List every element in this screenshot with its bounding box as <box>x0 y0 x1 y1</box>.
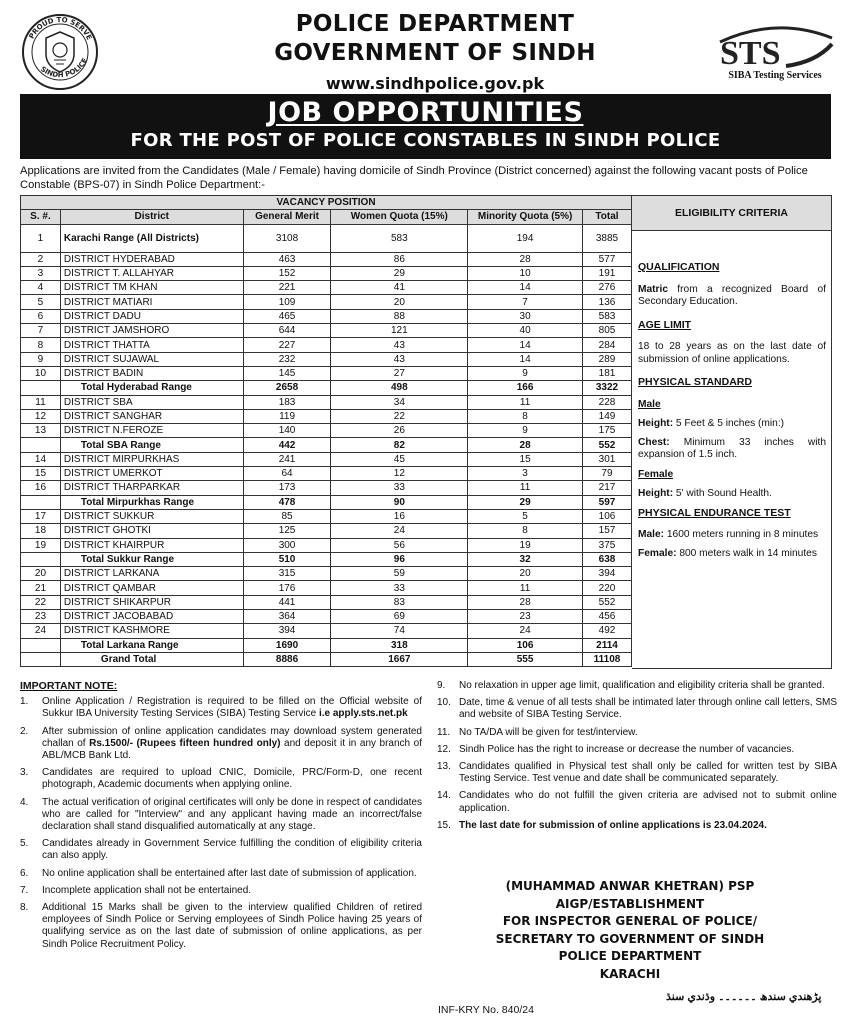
serial-cell: 23 <box>21 610 61 624</box>
district-cell: DISTRICT QAMBAR <box>60 581 243 595</box>
general-merit-cell: 2658 <box>243 381 331 395</box>
women-quota-cell: 34 <box>331 395 468 409</box>
district-cell: DISTRICT MATIARI <box>60 295 243 309</box>
women-quota-cell: 96 <box>331 552 468 566</box>
qualification-heading: QUALIFICATION <box>638 261 720 273</box>
general-merit-cell: 394 <box>243 624 331 638</box>
women-quota-cell: 318 <box>331 638 468 652</box>
female-heading: Female <box>638 468 674 480</box>
total-cell: 175 <box>582 424 631 438</box>
general-merit-cell: 109 <box>243 295 331 309</box>
women-quota-cell: 29 <box>331 266 468 280</box>
column-header: Total <box>582 210 631 224</box>
table-row <box>21 610 632 624</box>
serial-cell: 6 <box>21 309 61 323</box>
table-row <box>21 424 632 438</box>
intro-paragraph: Applications are invited from the Candidates (Male / Female) having domicile of Sindh Province (District concerned) against the following vacant posts of Police Constable (BPS-07) in Sindh Police Department:- <box>20 165 808 191</box>
women-quota-cell: 26 <box>331 424 468 438</box>
district-cell: DISTRICT SANGHAR <box>60 409 243 423</box>
general-merit-cell: 300 <box>243 538 331 552</box>
general-merit-cell: 227 <box>243 338 331 352</box>
serial-cell: 10 <box>21 366 61 380</box>
general-merit-cell: 152 <box>243 266 331 280</box>
general-merit-cell: 140 <box>243 424 331 438</box>
vacancy-table-body <box>21 224 632 667</box>
banner-heading: JOB OPPORTUNITIES <box>267 97 584 128</box>
table-header-row <box>21 210 632 224</box>
department-title <box>200 10 670 68</box>
women-quota-cell: 121 <box>331 324 468 338</box>
table-row <box>21 252 632 266</box>
serial-cell: 18 <box>21 524 61 538</box>
minority-quota-cell: 28 <box>468 438 583 452</box>
minority-quota-cell: 20 <box>468 567 583 581</box>
general-merit-cell: 1690 <box>243 638 331 652</box>
minority-quota-cell: 7 <box>468 295 583 309</box>
women-quota-cell: 33 <box>331 481 468 495</box>
general-merit-cell: 183 <box>243 395 331 409</box>
table-row <box>21 624 632 638</box>
total-cell: 220 <box>582 581 631 595</box>
serial-cell: 2 <box>21 252 61 266</box>
total-cell: 276 <box>582 281 631 295</box>
sindhi-slogan: پڑھندي سندھ ۔۔۔۔۔۔ وڌندي سنڌ <box>666 991 822 1003</box>
minority-quota-cell: 166 <box>468 381 583 395</box>
serial-cell <box>21 381 61 395</box>
total-cell: 805 <box>582 324 631 338</box>
district-cell: DISTRICT SUJAWAL <box>60 352 243 366</box>
endurance-male-text: Male: 1600 meters running in 8 minutes <box>638 529 819 540</box>
total-cell: 552 <box>582 595 631 609</box>
serial-cell <box>21 495 61 509</box>
general-merit-cell: 125 <box>243 524 331 538</box>
women-quota-cell: 20 <box>331 295 468 309</box>
total-cell: 2114 <box>582 638 631 652</box>
minority-quota-cell: 28 <box>468 595 583 609</box>
signature-block <box>470 878 790 983</box>
women-quota-cell: 43 <box>331 352 468 366</box>
serial-cell: 12 <box>21 409 61 423</box>
note-item-10: 10. Date, time & venue of all tests shall be intimated later through online call letters, SMS and website of SIBA Testing Service. <box>437 697 837 721</box>
table-row <box>21 524 632 538</box>
inf-reference: INF-KRY No. 840/24 <box>438 1004 534 1016</box>
serial-cell: 3 <box>21 266 61 280</box>
women-quota-cell: 1667 <box>331 652 468 666</box>
total-cell: 577 <box>582 252 631 266</box>
table-row <box>21 567 632 581</box>
women-quota-cell: 69 <box>331 610 468 624</box>
table-row <box>21 409 632 423</box>
minority-quota-cell: 5 <box>468 509 583 523</box>
seal-bottom-text: SINDH POLICE <box>38 56 90 80</box>
district-cell: DISTRICT HYDERABAD <box>60 252 243 266</box>
signatory-line-3: FOR INSPECTOR GENERAL OF POLICE/ <box>502 914 758 928</box>
eligibility-criteria-panel <box>632 195 832 669</box>
minority-quota-cell: 194 <box>468 224 583 252</box>
note-item-4: 4. The actual verification of original certificates will only be done in respect of candidates who are called for "Interview" and any applicant having made an incorrect/false declaration shall stand disqualified automatically at any stage. <box>20 796 422 833</box>
district-cell: Total Sukkur Range <box>60 552 243 566</box>
minority-quota-cell: 14 <box>468 281 583 295</box>
police-seal-logo <box>18 12 102 92</box>
total-cell: 583 <box>582 309 631 323</box>
sts-logo-text: STS <box>720 35 781 72</box>
general-merit-cell: 3108 <box>243 224 331 252</box>
range-total-row <box>21 438 632 452</box>
table-row <box>21 266 632 280</box>
minority-quota-cell: 8 <box>468 409 583 423</box>
note-item-15: 15. The last date for submission of online applications is 23.04.2024. <box>437 819 767 831</box>
district-cell: DISTRICT MIRPURKHAS <box>60 452 243 466</box>
district-cell: DISTRICT JACOBABAD <box>60 610 243 624</box>
minority-quota-cell: 23 <box>468 610 583 624</box>
endurance-heading: PHYSICAL ENDURANCE TEST <box>638 506 791 519</box>
serial-cell: 5 <box>21 295 61 309</box>
total-cell: 638 <box>582 552 631 566</box>
total-cell: 289 <box>582 352 631 366</box>
women-quota-cell: 583 <box>331 224 468 252</box>
minority-quota-cell: 8 <box>468 524 583 538</box>
note-item-13: 13. Candidates qualified in Physical test shall only be called for written test by SIBA Testing Service. Test venue and date shall be communicated separately. <box>437 761 837 785</box>
serial-cell <box>21 652 61 666</box>
general-merit-cell: 463 <box>243 252 331 266</box>
age-limit-text: 18 to 28 years as on the last date of submission of online applications. <box>638 341 826 365</box>
general-merit-cell: 478 <box>243 495 331 509</box>
district-cell: DISTRICT SUKKUR <box>60 509 243 523</box>
total-cell: 552 <box>582 438 631 452</box>
general-merit-cell: 8886 <box>243 652 331 666</box>
district-cell: DISTRICT DADU <box>60 309 243 323</box>
column-header: District <box>60 210 243 224</box>
total-cell: 284 <box>582 338 631 352</box>
signatory-name: (MUHAMMAD ANWAR KHETRAN) PSP <box>505 879 755 893</box>
serial-cell: 21 <box>21 581 61 595</box>
note-item-14: 14. Candidates who do not fulfill the given criteria are advised not to submit online application. <box>437 790 837 814</box>
serial-cell: 8 <box>21 338 61 352</box>
serial-cell: 22 <box>21 595 61 609</box>
table-row <box>21 595 632 609</box>
physical-standard-heading: PHYSICAL STANDARD <box>638 376 752 388</box>
table-row <box>21 481 632 495</box>
signatory-designation: AIGP/ESTABLISHMENT <box>555 896 705 911</box>
minority-quota-cell: 9 <box>468 366 583 380</box>
sts-subtitle: SIBA Testing Services <box>728 70 822 81</box>
women-quota-cell: 41 <box>331 281 468 295</box>
total-cell: 157 <box>582 524 631 538</box>
women-quota-cell: 12 <box>331 467 468 481</box>
district-cell: Grand Total <box>60 652 243 666</box>
district-cell: Karachi Range (All Districts) <box>60 224 243 252</box>
job-banner <box>20 94 831 159</box>
general-merit-cell: 173 <box>243 481 331 495</box>
district-cell: DISTRICT JAMSHORO <box>60 324 243 338</box>
serial-cell: 20 <box>21 567 61 581</box>
important-notes-left <box>20 680 422 956</box>
serial-cell <box>21 552 61 566</box>
range-total-row <box>21 495 632 509</box>
women-quota-cell: 82 <box>331 438 468 452</box>
district-cell: DISTRICT KHAIRPUR <box>60 538 243 552</box>
women-quota-cell: 83 <box>331 595 468 609</box>
note-item-1: 1. Online Application / Registration is required to be filled on the Official website of Sukkur IBA University Testing Services (SIBA) Testing Service i.e apply.sts.net.pk <box>20 696 422 720</box>
total-cell: 597 <box>582 495 631 509</box>
general-merit-cell: 119 <box>243 409 331 423</box>
total-cell: 228 <box>582 395 631 409</box>
table-row <box>21 467 632 481</box>
column-header: General Merit <box>243 210 331 224</box>
title-line-1: POLICE DEPARTMENT <box>295 11 575 37</box>
serial-cell: 24 <box>21 624 61 638</box>
vacancy-table <box>20 195 632 667</box>
note-item-8: 8. Additional 15 Marks shall be given to the interview qualified Children of retired employees of Sindh Police or Serving employees of Sindh Police having 25 years of qualifying service as on the last date of submission of online applications, as per Sindh Police Recruitment Policy. <box>20 902 422 950</box>
header <box>0 0 851 95</box>
website-url: www.sindhpolice.gov.pk <box>325 74 545 93</box>
minority-quota-cell: 14 <box>468 338 583 352</box>
column-header: Women Quota (15%) <box>331 210 468 224</box>
district-cell: DISTRICT TM KHAN <box>60 281 243 295</box>
age-limit-heading: AGE LIMIT <box>638 318 692 331</box>
table-row <box>21 338 632 352</box>
women-quota-cell: 45 <box>331 452 468 466</box>
male-height-text: Height: 5 Feet & 5 inches (min:) <box>638 418 785 429</box>
serial-cell: 19 <box>21 538 61 552</box>
table-row <box>21 509 632 523</box>
general-merit-cell: 64 <box>243 467 331 481</box>
note-item-9: 9. No relaxation in upper age limit, qualification and eligibility criteria shall be granted. <box>437 680 825 691</box>
total-cell: 106 <box>582 509 631 523</box>
district-cell: Total Mirpurkhas Range <box>60 495 243 509</box>
women-quota-cell: 56 <box>331 538 468 552</box>
district-cell: DISTRICT LARKANA <box>60 567 243 581</box>
minority-quota-cell: 14 <box>468 352 583 366</box>
serial-cell: 11 <box>21 395 61 409</box>
women-quota-cell: 33 <box>331 581 468 595</box>
general-merit-cell: 145 <box>243 366 331 380</box>
district-cell: DISTRICT KASHMORE <box>60 624 243 638</box>
minority-quota-cell: 19 <box>468 538 583 552</box>
women-quota-cell: 59 <box>331 567 468 581</box>
serial-cell: 7 <box>21 324 61 338</box>
total-cell: 11108 <box>582 652 631 666</box>
note-item-3: 3. Candidates are required to upload CNIC, Domicile, PRC/Form-D, one recent photograph, Academic documents when applying online. <box>20 767 422 791</box>
column-header: S. #. <box>21 210 61 224</box>
serial-cell: 13 <box>21 424 61 438</box>
table-row <box>21 538 632 552</box>
note-item-2: 2. After submission of online application candidates may download system generated challan of Rs.1500/- (Rupees fifteen hundred only) and deposit it in any branch of ABL/MCB Bank Ltd. <box>20 725 422 762</box>
signatory-line-4: SECRETARY TO GOVERNMENT OF SINDH <box>495 931 765 946</box>
seal-top-text: PROUD TO SERVE <box>27 15 94 42</box>
grand-total-row <box>21 652 632 666</box>
general-merit-cell: 221 <box>243 281 331 295</box>
district-cell: DISTRICT N.FEROZE <box>60 424 243 438</box>
table-row <box>21 309 632 323</box>
general-merit-cell: 510 <box>243 552 331 566</box>
general-merit-cell: 232 <box>243 352 331 366</box>
total-cell: 191 <box>582 266 631 280</box>
notes-title: IMPORTANT NOTE: <box>20 680 118 692</box>
minority-quota-cell: 28 <box>468 252 583 266</box>
minority-quota-cell: 32 <box>468 552 583 566</box>
women-quota-cell: 16 <box>331 509 468 523</box>
district-cell: DISTRICT THARPARKAR <box>60 481 243 495</box>
general-merit-cell: 442 <box>243 438 331 452</box>
table-row <box>21 295 632 309</box>
eligibility-heading: ELIGIBILITY CRITERIA <box>632 196 831 231</box>
column-header: Minority Quota (5%) <box>468 210 583 224</box>
male-heading: Male <box>638 398 661 410</box>
general-merit-cell: 644 <box>243 324 331 338</box>
male-chest-text: Chest: Minimum 33 inches with expansion of 1.5 inch. <box>638 436 826 460</box>
table-row <box>21 452 632 466</box>
minority-quota-cell: 11 <box>468 581 583 595</box>
total-cell: 301 <box>582 452 631 466</box>
range-total-row <box>21 381 632 395</box>
total-cell: 3322 <box>582 381 631 395</box>
total-cell: 79 <box>582 467 631 481</box>
note-item-12: 12. Sindh Police has the right to increase or decrease the number of vacancies. <box>437 743 795 755</box>
minority-quota-cell: 29 <box>468 495 583 509</box>
minority-quota-cell: 10 <box>468 266 583 280</box>
qualification-text: Matric from a recognized Board of Secondary Education. <box>638 283 826 307</box>
district-cell: Total Larkana Range <box>60 638 243 652</box>
note-item-5: 5. Candidates already in Government Service fulfilling the condition of eligibility criteria can also apply. <box>20 838 422 862</box>
table-row <box>21 581 632 595</box>
general-merit-cell: 364 <box>243 610 331 624</box>
district-cell: DISTRICT GHOTKI <box>60 524 243 538</box>
district-cell: DISTRICT SHIKARPUR <box>60 595 243 609</box>
total-cell: 136 <box>582 295 631 309</box>
district-cell: DISTRICT UMERKOT <box>60 467 243 481</box>
total-cell: 394 <box>582 567 631 581</box>
total-cell: 181 <box>582 366 631 380</box>
minority-quota-cell: 3 <box>468 467 583 481</box>
table-row <box>21 395 632 409</box>
serial-cell: 15 <box>21 467 61 481</box>
table-row <box>21 224 632 252</box>
total-cell: 492 <box>582 624 631 638</box>
serial-cell <box>21 438 61 452</box>
minority-quota-cell: 9 <box>468 424 583 438</box>
general-merit-cell: 315 <box>243 567 331 581</box>
table-row <box>21 324 632 338</box>
district-cell: DISTRICT THATTA <box>60 338 243 352</box>
serial-cell: 9 <box>21 352 61 366</box>
minority-quota-cell: 24 <box>468 624 583 638</box>
vacancy-caption: VACANCY POSITION <box>21 196 632 210</box>
serial-cell: 4 <box>21 281 61 295</box>
women-quota-cell: 24 <box>331 524 468 538</box>
table-row <box>21 352 632 366</box>
note-item-7: 7. Incomplete application shall not be entertained. <box>20 884 252 896</box>
women-quota-cell: 90 <box>331 495 468 509</box>
general-merit-cell: 241 <box>243 452 331 466</box>
minority-quota-cell: 40 <box>468 324 583 338</box>
district-cell: DISTRICT SBA <box>60 395 243 409</box>
minority-quota-cell: 15 <box>468 452 583 466</box>
range-total-row <box>21 552 632 566</box>
women-quota-cell: 86 <box>331 252 468 266</box>
women-quota-cell: 498 <box>331 381 468 395</box>
note-item-6: 6. No online application shall be entertained after last date of submission of application. <box>20 867 417 879</box>
total-cell: 3885 <box>582 224 631 252</box>
serial-cell: 14 <box>21 452 61 466</box>
minority-quota-cell: 106 <box>468 638 583 652</box>
district-cell: DISTRICT T. ALLAHYAR <box>60 266 243 280</box>
range-total-row <box>21 638 632 652</box>
serial-cell: 16 <box>21 481 61 495</box>
total-cell: 375 <box>582 538 631 552</box>
signatory-line-5: POLICE DEPARTMENT <box>558 949 702 963</box>
signatory-line-6: KARACHI <box>599 966 661 981</box>
general-merit-cell: 441 <box>243 595 331 609</box>
female-height-text: Height: 5' with Sound Health. <box>638 488 772 499</box>
district-cell: DISTRICT BADIN <box>60 366 243 380</box>
general-merit-cell: 176 <box>243 581 331 595</box>
women-quota-cell: 43 <box>331 338 468 352</box>
minority-quota-cell: 555 <box>468 652 583 666</box>
important-notes-right <box>437 680 837 837</box>
district-cell: Total Hyderabad Range <box>60 381 243 395</box>
women-quota-cell: 27 <box>331 366 468 380</box>
table-row <box>21 366 632 380</box>
general-merit-cell: 85 <box>243 509 331 523</box>
minority-quota-cell: 11 <box>468 395 583 409</box>
serial-cell: 1 <box>21 224 61 252</box>
title-line-2: GOVERNMENT OF SINDH <box>274 40 596 66</box>
svg-text:PROUD TO SERVE <box>28 16 94 42</box>
table-row <box>21 281 632 295</box>
total-cell: 217 <box>582 481 631 495</box>
total-cell: 149 <box>582 409 631 423</box>
serial-cell: 17 <box>21 509 61 523</box>
women-quota-cell: 88 <box>331 309 468 323</box>
minority-quota-cell: 30 <box>468 309 583 323</box>
women-quota-cell: 74 <box>331 624 468 638</box>
note-item-11: 11. No TA/DA will be given for test/interview. <box>437 726 638 738</box>
minority-quota-cell: 11 <box>468 481 583 495</box>
total-cell: 456 <box>582 610 631 624</box>
district-cell: Total SBA Range <box>60 438 243 452</box>
women-quota-cell: 22 <box>331 409 468 423</box>
banner-subheading: FOR THE POST OF POLICE CONSTABLES IN SINDH POLICE <box>130 130 721 151</box>
general-merit-cell: 465 <box>243 309 331 323</box>
endurance-female-text: Female: 800 meters walk in 14 minutes <box>638 547 817 559</box>
serial-cell <box>21 638 61 652</box>
